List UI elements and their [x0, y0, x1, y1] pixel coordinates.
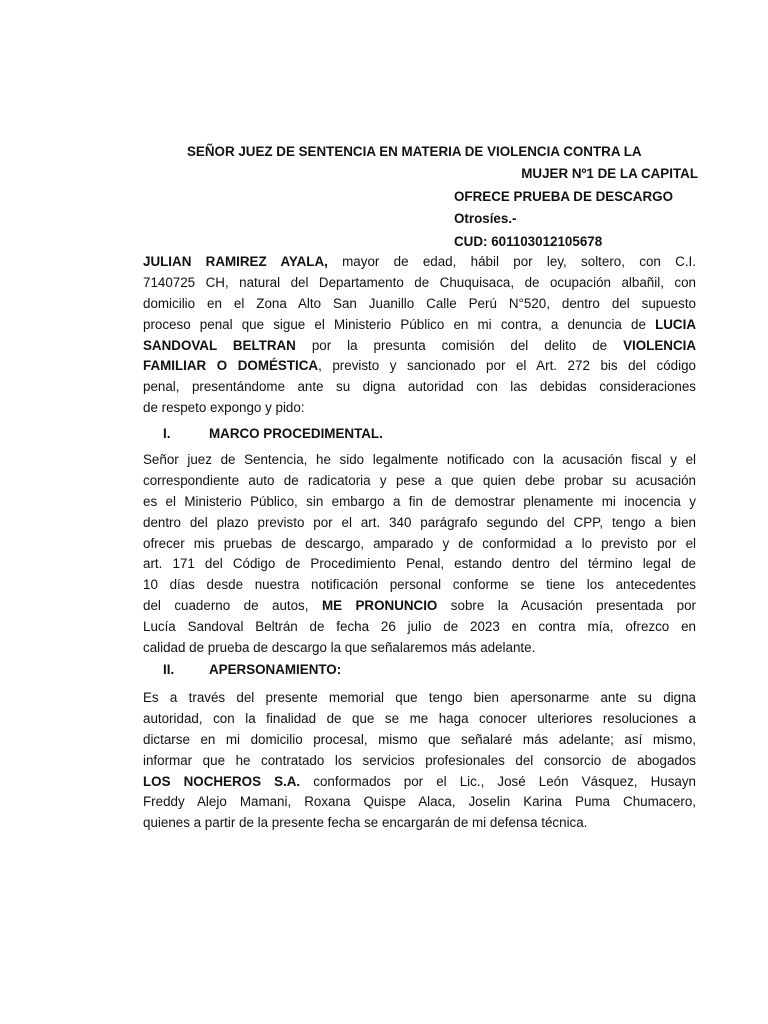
header-court-line-2: MUJER Nº1 DE LA CAPITAL — [521, 166, 698, 182]
paragraph-line: Lucía Sandoval Beltrán de fecha 26 julio de 2023 en contra mía, ofrezco en — [143, 619, 696, 635]
law-firm-name: LOS NOCHEROS S.A. — [143, 773, 301, 789]
paragraph-text: sobre la Acusación presentada por — [437, 598, 696, 614]
header-court-line-1: SEÑOR JUEZ DE SENTENCIA EN MATERIA DE VIOLENCIA CONTRA LA — [187, 144, 642, 159]
header-subject: OFRECE PRUEBA DE DESCARGO — [454, 188, 673, 204]
intro-line — [143, 315, 696, 336]
paragraph-line: art. 171 del Código de Procedimiento Penal, estando dentro del término legal de — [143, 556, 696, 572]
paragraph-line: es el Ministerio Público, sin embargo a fin de demostrar plenamente mi inocencia y — [143, 493, 696, 509]
section-2-paragraph — [143, 688, 696, 834]
paragraph-line: Es a través del presente memorial que tengo bien apersonarme ante su digna — [143, 690, 696, 705]
offense-name: FAMILIAR O DOMÉSTICA — [143, 358, 319, 374]
complainant-name: LUCIA — [655, 316, 696, 332]
intro-line: 7140725 CH, natural del Departamento de Chuquisaca, de ocupación albañil, con — [143, 274, 696, 290]
paragraph-line: quienes a partir de la presente fecha se encargarán de mi defensa técnica. — [143, 815, 588, 831]
intro-line — [143, 252, 696, 273]
paragraph-line — [143, 772, 696, 793]
section-1-paragraph — [143, 450, 696, 659]
paragraph-line — [143, 596, 696, 617]
header-otrosies: Otrosíes.- — [454, 211, 517, 227]
section-title: APERSONAMIENTO: — [209, 662, 342, 677]
paragraph-text: conformados por el Lic., José León Vásquez, Husayn — [300, 773, 696, 789]
intro-line: de respeto expongo y pido: — [143, 400, 305, 416]
section-title: MARCO PROCEDIMENTAL. — [209, 426, 383, 441]
intro-line: domicilio en el Zona Alto San Juanillo Calle Perú N°520, dentro del supuesto — [143, 295, 696, 311]
intro-line — [143, 356, 696, 377]
paragraph-line: informar que he contratado los servicios profesionales del consorcio de abogados — [143, 752, 696, 768]
intro-text: mayor de edad, hábil por ley, soltero, con C.I. — [327, 254, 696, 269]
intro-paragraph — [143, 252, 696, 419]
paragraph-line: 10 días desde nuestra notificación personal conforme se tiene los antecedentes — [143, 577, 696, 593]
paragraph-line: autoridad, con la finalidad de que se me haga conocer ulteriores resoluciones a — [143, 710, 696, 726]
petitioner-name: JULIAN RAMIREZ AYALA, — [143, 254, 328, 269]
paragraph-line: calidad de prueba de descargo la que señalaremos más adelante. — [143, 640, 536, 656]
intro-text: por la presunta comisión del delito de — [295, 337, 624, 353]
paragraph-text: del cuaderno de autos, — [143, 598, 322, 614]
intro-line — [143, 336, 696, 357]
intro-text: , previsto y sancionado por el Art. 272 bis del código — [318, 358, 696, 374]
offense-name: VIOLENCIA — [623, 337, 696, 353]
document-header — [143, 141, 698, 253]
complainant-name: SANDOVAL BELTRAN — [143, 337, 296, 353]
paragraph-line: ofrecer mis pruebas de descargo, amparado y de conformidad a lo previsto por el — [143, 535, 696, 551]
emphasis-text: ME PRONUNCIO — [321, 598, 438, 614]
paragraph-line: Freddy Alejo Mamani, Roxana Quispe Alaca, Joselin Karina Puma Chumacero, — [143, 794, 696, 810]
paragraph-line: Señor juez de Sentencia, he sido legalmente notificado con la acusación fiscal y el — [143, 452, 696, 467]
section-heading-2 — [163, 660, 341, 680]
section-number: I. — [163, 426, 171, 441]
section-heading-1 — [163, 424, 383, 444]
intro-line: penal, presentándome ante su digna autoridad con las debidas consideraciones — [143, 379, 696, 395]
paragraph-line: correspondiente auto de radicatoria y pese a que quien debe probar su acusación — [143, 472, 696, 488]
intro-text: proceso penal que sigue el Ministerio Público en mi contra, a denuncia de — [143, 316, 656, 332]
paragraph-line: dictarse en mi domicilio procesal, mismo que señalaré más adelante; así mismo, — [143, 731, 696, 747]
section-number: II. — [163, 662, 175, 677]
paragraph-line: dentro del plazo previsto por el art. 340 parágrafo segundo del CPP, tengo a bien — [143, 514, 696, 530]
header-cud: CUD: 601103012105678 — [454, 233, 603, 249]
